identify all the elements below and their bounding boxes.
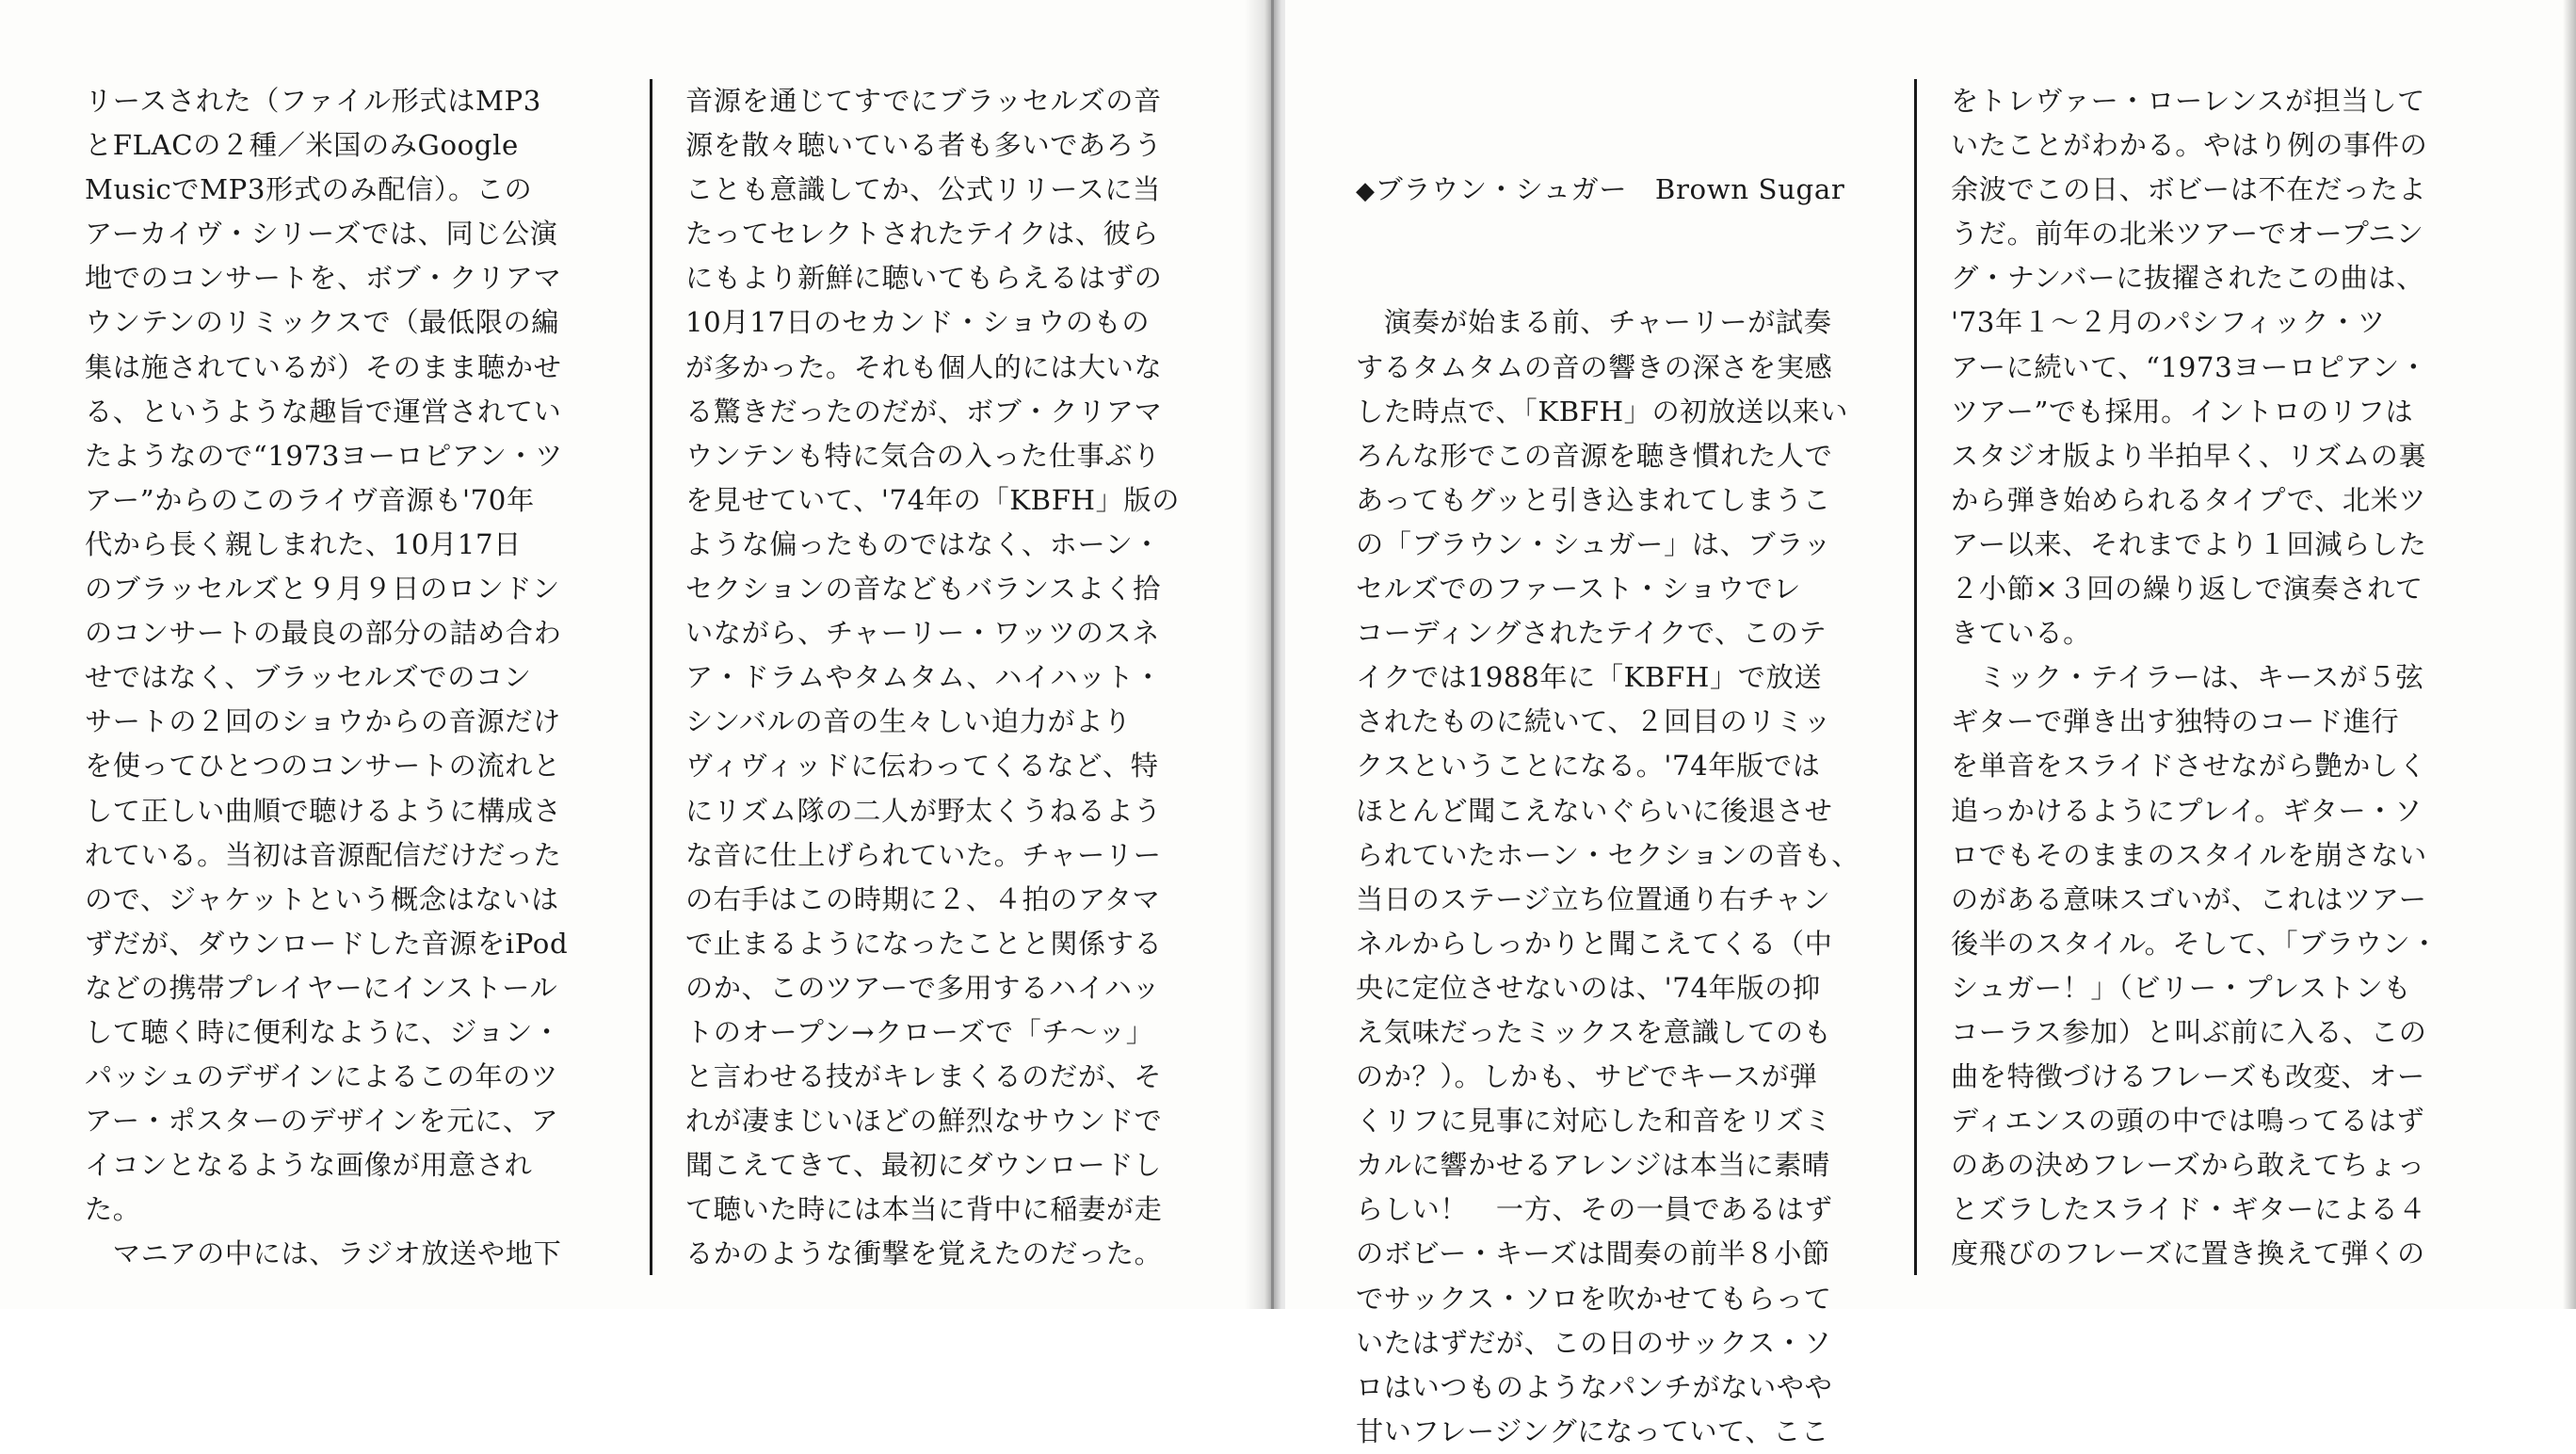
text-line: 集は施されているが）そのまま聴かせ	[85, 350, 562, 383]
text-line: ろんな形でこの音源を聴き慣れた人で	[1356, 439, 1833, 472]
text-line: せではなく、ブラッセルズでのコン	[85, 661, 532, 694]
text-line: 余波でこの日、ボビーは不在だったよ	[1951, 173, 2427, 206]
text-line: ミック・テイラーは、キースが５弦	[1951, 661, 2424, 694]
text-line: リースされた（ファイル形式はMP3	[85, 85, 541, 117]
text-line: '73年１〜２月のパシフィック・ツ	[1951, 306, 2386, 339]
text-line: などの携帯プレイヤーにインストール	[85, 971, 558, 1004]
text-line: な音に仕上げられていた。チャーリー	[685, 838, 1162, 871]
text-line: た。	[85, 1193, 141, 1226]
text-line: くリフに見事に対応した和音をリズミ	[1356, 1105, 1832, 1138]
section-heading	[1356, 168, 1860, 212]
text-line: ア・ドラムやタムタム、ハイハット・	[685, 661, 1163, 694]
text-line: でサックス・ソロを吹かせてもらって	[1356, 1282, 1832, 1315]
text-line: 10月17日のセカンド・ショウのもの	[685, 306, 1151, 339]
text-line: て聴いた時には本当に背中に稲妻が走	[685, 1193, 1163, 1226]
text-line: 曲を特徴づけるフレーズも改変、オー	[1951, 1060, 2425, 1093]
text-line: ほとんど聞こえないぐらいに後退させ	[1356, 794, 1833, 827]
text-line: イコンとなるような画像が用意され	[85, 1149, 533, 1182]
text-line: 追っかけるようにプレイ。ギター・ソ	[1951, 794, 2423, 827]
text-line: の「ブラウン・シュガー」は、ブラッ	[1356, 527, 1832, 560]
text-line: シュガー！」（ビリー・プレストンも	[1951, 971, 2412, 1004]
text-line: 演奏が始まる前、チャーリーが試奏	[1356, 306, 1832, 339]
text-line: されたものに続いて、２回目のリミッ	[1356, 705, 1832, 738]
text-line: にもより新鮮に聴いてもらえるはずの	[685, 262, 1163, 295]
text-line: アー”からのこのライヴ音源も'70年	[85, 483, 535, 516]
text-line: にリズム隊の二人が野太くうねるよう	[685, 794, 1162, 827]
text-line: のか？）。しかも、サビでキースが弾	[1356, 1060, 1818, 1093]
text-line: ずだが、ダウンロードした音源をiPod	[85, 927, 569, 960]
text-line: サートの２回のショウからの音源だけ	[85, 705, 561, 738]
text-line: たようなので“1973ヨーロピアン・ツ	[85, 439, 564, 472]
text-line: とFLACの２種／米国のみGoogle	[85, 129, 519, 162]
text-line: カルに響かせるアレンジは本当に素晴	[1356, 1149, 1830, 1182]
text-line: ウンテンも特に気合の入った仕事ぶり	[685, 439, 1161, 472]
section-heading-japanese: ブラウン・シュガー	[1375, 173, 1628, 206]
text-line: 当日のステージ立ち位置通り右チャン	[1356, 882, 1831, 915]
text-line: アー・ポスターのデザインを元に、ア	[85, 1105, 559, 1138]
text-line: して聴く時に便利なように、ジョン・	[85, 1015, 561, 1048]
text-line: ウンテンのリミックスで（最低限の編	[85, 306, 560, 339]
text-line: シンバルの音の生々しい迫力がより	[685, 705, 1132, 738]
text-line: られていたホーン・セクションの音も、	[1356, 838, 1860, 871]
text-line: ギターで弾き出す独特のコード進行	[1951, 705, 2400, 738]
text-line: あってもグッと引き込まれてしまうこ	[1356, 483, 1831, 516]
right-page	[1285, 0, 2576, 1447]
text-line: いたことがわかる。やはり例の事件の	[1951, 129, 2428, 162]
text-line: 聞こえてきて、最初にダウンロードし	[685, 1149, 1162, 1182]
text-line: 代から長く親しまれた、10月17日	[85, 527, 522, 560]
text-line: れが凄まじいほどの鮮烈なサウンドで	[685, 1105, 1163, 1138]
text-line: のあの決めフレーズから敢えてちょっ	[1951, 1149, 2425, 1182]
text-line: のがある意味スゴいが、これはツアー	[1951, 882, 2427, 915]
text-line: 央に定位させないのは、'74年版の抑	[1356, 971, 1821, 1004]
text-line: ことも意識してか、公式リリースに当	[685, 173, 1161, 206]
text-line: ヴィヴィッドに伝わってくるなど、特	[685, 750, 1159, 783]
section-heading-english: Brown Sugar	[1654, 173, 1845, 206]
text-line: るかのような衝撃を覚えたのだった。	[685, 1237, 1163, 1270]
text-line: 音源を通じてすでにブラッセルズの音	[685, 85, 1162, 117]
text-line: トのオープン→クローズで「チ〜ッ」	[685, 1015, 1154, 1048]
left-page	[0, 0, 1273, 1309]
text-line: が多かった。それも個人的には大いな	[685, 350, 1163, 383]
text-line: で止まるようになったことと関係する	[685, 927, 1163, 960]
text-line: クスということになる。'74年版では	[1356, 750, 1821, 783]
text-line: ネルからしっかりと聞こえてくる（中	[1356, 927, 1833, 960]
text-line: 地でのコンサートを、ボブ・クリアマ	[85, 262, 562, 295]
text-line: る、というような趣旨で運営されてい	[85, 395, 562, 428]
text-line: から弾き始められるタイプで、北米ツ	[1951, 483, 2427, 516]
text-line: MusicでMP3形式のみ配信）。この	[85, 173, 533, 206]
text-line: アーに続いて、“1973ヨーロピアン・	[1951, 350, 2428, 383]
text-line: ロでもそのままのスタイルを崩さない	[1951, 838, 2427, 871]
text-line: れている。当初は音源配信だけだった	[85, 838, 562, 871]
text-line: いたはずだが、この日のサックス・ソ	[1356, 1326, 1832, 1359]
text-line: ロはいつものようなパンチがないやや	[1356, 1370, 1833, 1403]
text-line: グ・ナンバーに抜擢されたこの曲は、	[1951, 262, 2424, 295]
text-line: 度飛びのフレーズに置き換えて弾くの	[1951, 1237, 2425, 1270]
text-line: らしい！ 一方、その一員であるはず	[1356, 1193, 1833, 1226]
left-page-column-1	[85, 79, 568, 1277]
column-divider-right	[1914, 79, 1917, 1275]
text-line: ２小節×３回の繰り返しで演奏されて	[1951, 573, 2423, 606]
text-line: アーカイヴ・シリーズでは、同じ公演	[85, 218, 558, 250]
text-line: を単音をスライドさせながら艶かしく	[1951, 750, 2427, 783]
text-line: 源を散々聴いている者も多いであろう	[685, 129, 1163, 162]
text-line: ような偏ったものではなく、ホーン・	[685, 527, 1162, 560]
text-line: 後半のスタイル。そして、「ブラウン・	[1951, 927, 2439, 960]
right-page-column-1	[1356, 79, 1860, 1454]
text-line: パッシュのデザインによるこの年のツ	[85, 1060, 559, 1093]
text-line: のコンサートの最良の部分の詰め合わ	[85, 617, 562, 650]
text-line: うだ。前年の北米ツアーでオープニン	[1951, 218, 2424, 250]
text-line: のか、このツアーで多用するハイハッ	[685, 971, 1161, 1004]
text-line: のブラッセルズと９月９日のロンドン	[85, 573, 560, 606]
text-line: スタジオ版より半拍早く、リズムの裏	[1951, 439, 2427, 472]
text-line: え気味だったミックスを意識してのも	[1356, 1015, 1832, 1048]
text-line: たってセレクトされたテイクは、彼ら	[685, 218, 1160, 250]
text-line: セクションの音などもバランスよく拾	[685, 573, 1161, 606]
text-line: マニアの中には、ラジオ放送や地下	[85, 1237, 562, 1270]
text-line: した時点で、「KBFH」の初放送以来い	[1356, 395, 1848, 428]
page-edge-shadow	[2563, 0, 2576, 1309]
text-line: のボビー・キーズは間奏の前半８小節	[1356, 1237, 1830, 1270]
text-line: る驚きだったのだが、ボブ・クリアマ	[685, 395, 1163, 428]
text-line: コーディングされたテイクで、このテ	[1356, 617, 1827, 650]
column-divider-left	[650, 79, 652, 1275]
left-page-column-2	[685, 79, 1180, 1277]
text-line: するタムタムの音の響きの深さを実感	[1356, 350, 1833, 383]
text-line: ツアー”でも採用。イントロのリフは	[1951, 395, 2414, 428]
text-line: きている。	[1951, 617, 2091, 650]
text-line: いながら、チャーリー・ワッツのスネ	[685, 617, 1161, 650]
text-line: を使ってひとつのコンサートの流れと	[85, 750, 561, 783]
text-line: コーラス参加）と叫ぶ前に入る、この	[1951, 1015, 2427, 1048]
text-line: セルズでのファースト・ショウでレ	[1356, 573, 1802, 606]
diamond-bullet-icon: ◆	[1356, 177, 1376, 206]
text-line: ディエンスの頭の中では鳴ってるはず	[1951, 1105, 2425, 1138]
text-line: アー以来、それまでより１回減らした	[1951, 527, 2427, 560]
right-page-column-2	[1951, 79, 2439, 1277]
text-line: とズラしたスライド・ギターによる４	[1951, 1193, 2427, 1226]
text-line: ので、ジャケットという概念はないは	[85, 882, 559, 915]
text-line: 甘いフレージングになっていて、ここ	[1356, 1414, 1829, 1447]
text-line: の右手はこの時期に２、４拍のアタマ	[685, 882, 1161, 915]
book-fold	[1271, 0, 1274, 1309]
text-line: して正しい曲順で聴けるように構成さ	[85, 794, 562, 827]
text-line: を見せていて、'74年の「KBFH」版の	[685, 483, 1180, 516]
text-line: をトレヴァー・ローレンスが担当して	[1951, 85, 2425, 117]
text-line: イクでは1988年に「KBFH」で放送	[1356, 661, 1823, 694]
text-line: と言わせる技がキレまくるのだが、そ	[685, 1060, 1163, 1093]
